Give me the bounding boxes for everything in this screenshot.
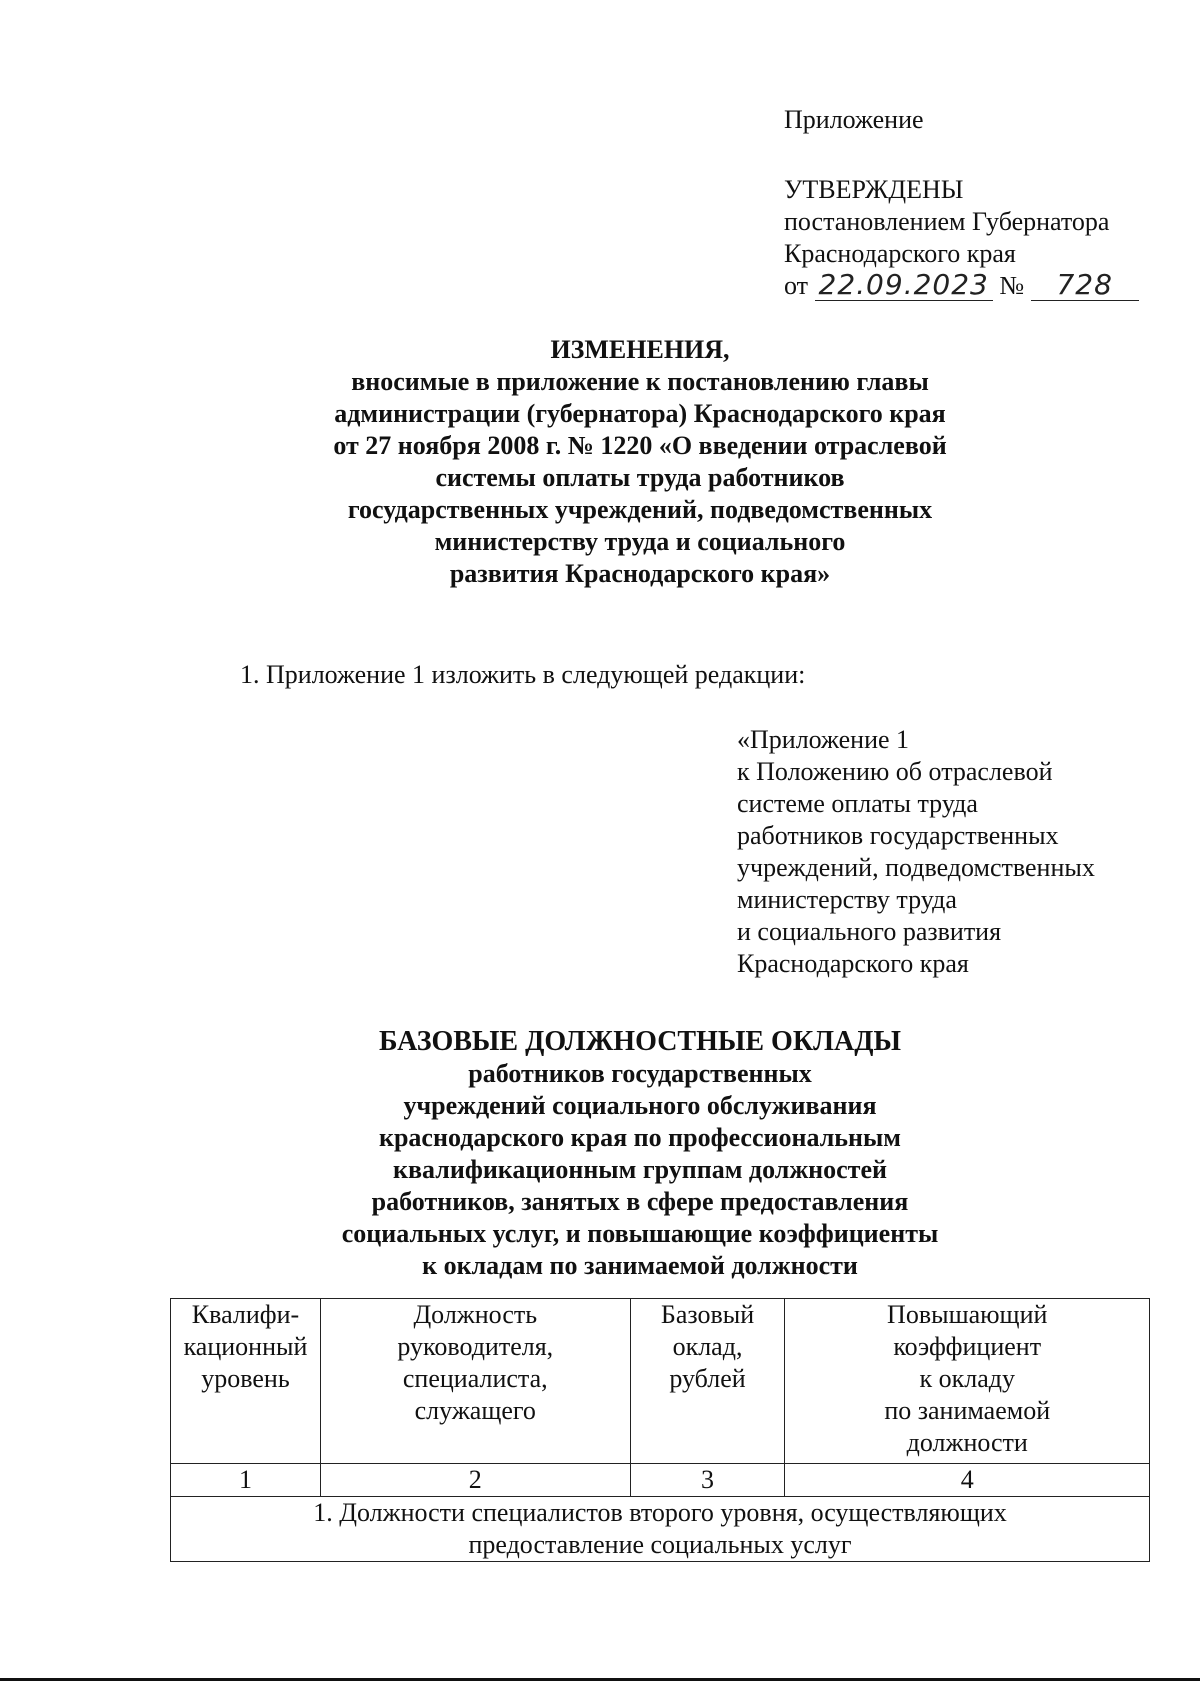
salary-title-main: БАЗОВЫЕ ДОЛЖНОСТНЫЕ ОКЛАДЫ xyxy=(379,1026,901,1057)
header-cell-position: Должность руководителя, специалиста, служащего xyxy=(320,1299,630,1464)
item-1-text: 1. Приложение 1 изложить в следующей редакции: xyxy=(240,660,806,689)
appendix-line: учреждений, подведомственных xyxy=(737,853,1095,882)
appendix-line: к Положению об отраслевой xyxy=(737,757,1053,786)
column-number: 3 xyxy=(630,1464,785,1497)
salary-title-line: краснодарского края по профессиональным xyxy=(378,1123,902,1152)
table-header-row xyxy=(171,1299,1150,1464)
changes-title-line: развития Краснодарского края» xyxy=(449,559,831,588)
appendix-line: работников государственных xyxy=(737,821,1059,850)
approved-title: УТВЕРЖДЕНЫ xyxy=(784,175,964,204)
header-cell-coefficient: Повышающий коэффициент к окладу по занимаемой должности xyxy=(785,1299,1150,1464)
salary-title-line: работников государственных xyxy=(468,1059,812,1088)
date-prefix: от xyxy=(784,271,809,300)
approved-line-1: постановлением Губернатора xyxy=(784,207,1110,236)
salary-title-line: социальных услуг, и повышающие коэффициенты xyxy=(341,1219,939,1248)
bottom-rule xyxy=(0,1678,1200,1681)
number-prefix: № xyxy=(999,271,1025,300)
approval-block xyxy=(784,174,1139,302)
header-cell-salary: Базовый оклад, рублей xyxy=(630,1299,785,1464)
changes-title-line: министерству труда и социального xyxy=(434,527,846,556)
salary-title-line: квалификационным группам должностей xyxy=(393,1155,887,1184)
appendix-1-block xyxy=(737,724,1095,980)
changes-title-line: администрации (губернатора) Краснодарского края xyxy=(334,399,946,428)
section-heading-cell: 1. Должности специалистов второго уровня, осуществляющих предоставление социальных услуг xyxy=(171,1497,1150,1562)
approval-date-line xyxy=(784,270,1139,302)
column-number: 2 xyxy=(320,1464,630,1497)
annex-label: Приложение xyxy=(784,105,924,134)
changes-title-line: от 27 ноября 2008 г. № 1220 «О введении отраслевой xyxy=(333,431,947,460)
handwritten-date: 22.09.2023 xyxy=(815,270,993,301)
changes-title xyxy=(240,334,1040,590)
salary-title-line: работников, занятых в сфере предоставления xyxy=(371,1187,909,1216)
appendix-line: министерству труда xyxy=(737,885,957,914)
approved-line-2: Краснодарского края xyxy=(784,239,1016,268)
changes-title-line: системы оплаты труда работников xyxy=(435,463,845,492)
appendix-line: системе оплаты труда xyxy=(737,789,978,818)
changes-title-line: государственных учреждений, подведомственных xyxy=(347,495,933,524)
salary-title-line: к окладам по занимаемой должности xyxy=(422,1251,858,1280)
appendix-line: «Приложение 1 xyxy=(737,725,910,754)
appendix-line: и социального развития xyxy=(737,917,1002,946)
changes-title-main: ИЗМЕНЕНИЯ, xyxy=(550,335,730,364)
table-section-row xyxy=(171,1497,1150,1562)
handwritten-number: 728 xyxy=(1031,270,1139,301)
header-cell-level: Квалифи- кационный уровень xyxy=(171,1299,321,1464)
column-number: 1 xyxy=(171,1464,321,1497)
changes-title-line: вносимые в приложение к постановлению главы xyxy=(351,367,929,396)
salary-title xyxy=(240,1026,1040,1282)
salary-table xyxy=(170,1298,1150,1562)
salary-title-line: учреждений социального обслуживания xyxy=(403,1091,877,1120)
table-number-row xyxy=(171,1464,1150,1497)
column-number: 4 xyxy=(785,1464,1150,1497)
appendix-line: Краснодарского края xyxy=(737,949,969,978)
